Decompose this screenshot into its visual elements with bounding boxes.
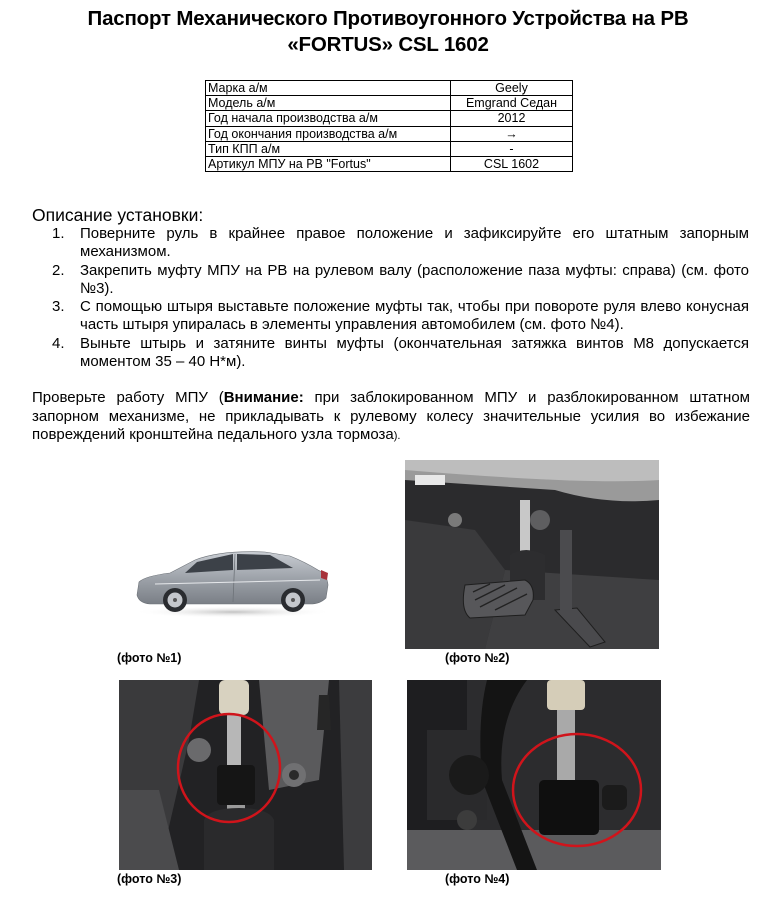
step-number: 2. bbox=[52, 261, 65, 279]
row-label: Марка а/м bbox=[206, 81, 451, 96]
coupling-image bbox=[119, 680, 372, 870]
note-warning-label: Внимание: bbox=[223, 389, 304, 406]
step-text: Поверните руль в крайнее правое положение и зафиксируйте его штатным запорным механизмом. bbox=[80, 225, 749, 261]
photo-4-stop-position bbox=[407, 680, 661, 870]
table-row bbox=[206, 141, 573, 156]
table-row bbox=[206, 111, 573, 126]
note-body: при заблокированном МПУ и разблокированном штатном запорном механизме, не прикладывать к рулевому колесу значительные усилия во избежание повреждений кронштейна педального узла тормоза bbox=[32, 389, 750, 444]
stop-position-image bbox=[407, 680, 661, 870]
step-number: 3. bbox=[52, 298, 65, 316]
step-number: 1. bbox=[52, 225, 65, 242]
photo-4-caption: (фото №4) bbox=[445, 872, 510, 886]
spec-table bbox=[205, 80, 573, 172]
photo-3-caption: (фото №3) bbox=[117, 872, 182, 886]
installation-steps bbox=[52, 225, 749, 371]
step-text: С помощью штыря выставьте положение муфты так, чтобы при повороте руля влево конусная часть штыря упиралась в элементы управления автомобилем (см. фото №4). bbox=[80, 298, 749, 334]
list-item bbox=[52, 298, 749, 335]
list-item bbox=[52, 335, 749, 372]
document-title bbox=[0, 6, 776, 58]
title-line-2: «FORTUS» CSL 1602 bbox=[287, 33, 489, 56]
step-number: 4. bbox=[52, 334, 65, 352]
table-row bbox=[206, 156, 573, 171]
warning-note bbox=[32, 389, 750, 446]
photo-2-caption: (фото №2) bbox=[445, 651, 510, 665]
pedals-image bbox=[405, 460, 659, 649]
table-row bbox=[206, 96, 573, 111]
row-value: → bbox=[451, 126, 573, 141]
row-value: - bbox=[451, 141, 573, 156]
row-label: Год начала производства а/м bbox=[206, 111, 451, 126]
row-value: CSL 1602 bbox=[451, 156, 573, 171]
photo-1-car bbox=[125, 540, 340, 625]
car-image bbox=[125, 540, 340, 625]
installation-heading: Описание установки: bbox=[32, 205, 204, 225]
photo-1-caption: (фото №1) bbox=[117, 651, 182, 665]
note-prefix: Проверьте работу МПУ ( bbox=[32, 389, 224, 406]
row-value: Geely bbox=[451, 81, 573, 96]
list-item bbox=[52, 225, 749, 262]
table-row bbox=[206, 126, 573, 141]
table-row bbox=[206, 81, 573, 96]
row-label: Год окончания производства а/м bbox=[206, 126, 451, 141]
row-value: Emgrand Седан bbox=[451, 96, 573, 111]
step-text: Выньте штырь и затяните винты муфты (окончательная затяжка винтов М8 допускается моментом 35 – 40 Н*м). bbox=[80, 334, 749, 371]
row-value: 2012 bbox=[451, 111, 573, 126]
row-label: Модель а/м bbox=[206, 96, 451, 111]
photo-3-coupling bbox=[119, 680, 372, 870]
photo-2-pedals bbox=[405, 460, 659, 649]
step-text: Закрепить муфту МПУ на РВ на рулевом валу (расположение паза муфты: справа) (см. фото №3). bbox=[80, 261, 749, 297]
row-label: Тип КПП а/м bbox=[206, 141, 451, 156]
note-suffix: ). bbox=[393, 430, 401, 443]
row-label: Артикул МПУ на РВ "Fortus" bbox=[206, 156, 451, 171]
list-item bbox=[52, 262, 749, 299]
title-line-1: Паспорт Механического Противоугонного Устройства на РВ bbox=[87, 7, 689, 30]
